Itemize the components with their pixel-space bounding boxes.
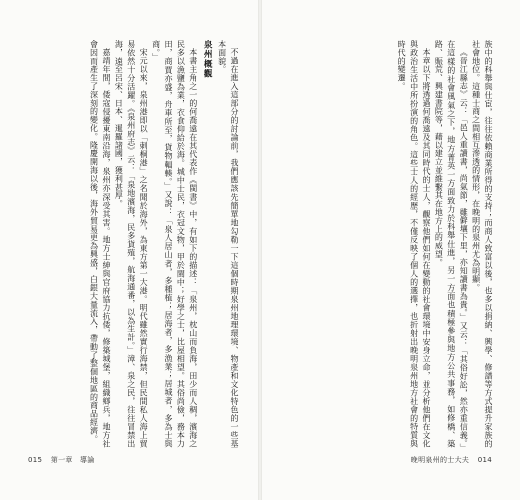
right-page bbox=[262, 0, 520, 500]
right-page-number: 014 bbox=[477, 456, 492, 464]
left-paragraph-2: 本書主角之一的何喬遠在其代表作《閩書》中，有如下的描述：「泉州，枕山而負海，田少而人稠，濱海之民多以漁鹽為業，衣食仰給於海。城中士民，衣冠文物，甲於閩中；好學之士，比屋相望。其俗尚儉，務本力田，商賈亦盛，舟車所至，貨物輻輳。」又說：「泉人居山者，多種植；居海者，多漁業；居城者，多為士與商。」 bbox=[151, 40, 198, 448]
left-folio bbox=[28, 455, 101, 465]
right-running-head: 晚明泉州的士大夫 bbox=[410, 456, 470, 464]
left-page-text bbox=[28, 40, 240, 448]
left-paragraph-3: 宋元以來，泉州港即以「刺桐港」之名聞於海外，為東方第一大港。明代雖然實行海禁，但民間私人海上貿易依然十分活躍。《泉州府志》云：「泉地濱海，民多貨殖，航海通番，以為生計。」漳、泉之民，往往冒禁出海，遠至呂宋、日本、暹羅諸國，獲利甚厚。 bbox=[114, 40, 149, 448]
right-folio bbox=[411, 455, 498, 465]
right-paragraph-1: 族中的科舉與仕宦，往往依賴商業所得的支持；而商人致富以後，也多以捐納、興學、修譜等方式提升家族的社會地位。這種士商之間相互滲透的情形，在晚明的泉州尤為明顯。 bbox=[471, 40, 493, 448]
left-paragraph-4: 嘉靖年間，倭寇侵擾東南沿海，泉州亦深受其害。地方士紳與官府協力抗倭，修築城堡，組織鄉兵，地方社會因而產生了深刻的變化。隆慶開海以後，海外貿易更為興盛，白銀大量流入，帶動了整個地區的商品經濟。 bbox=[89, 40, 111, 448]
section-heading: 泉州概觀 bbox=[202, 40, 213, 79]
left-page-number: 015 bbox=[28, 456, 43, 464]
left-paragraph-1: 不過在進入這部分的討論前，我們應該先簡單地勾勒一下這個時期泉州地理環境、物產和文化特色的一些基本面貌。 bbox=[217, 40, 239, 448]
right-page-text bbox=[282, 40, 494, 448]
right-paragraph-2: 《晉江縣志》云：「邑人重讀書，尚氣節，雖僻壤下里，亦知讀書為貴。」又云：「其俗好訟，然亦重信義。」在這樣的社會風氣之下，地方菁英一方面致力於科舉仕進，另一方面也積極參與地方公共事務，如修橋、築路、賑荒、興建書院等，藉以建立並維繫其在地方上的威望。 bbox=[434, 40, 469, 448]
right-paragraph-3: 本章以下將透過何喬遠及其同時代的士人，觀察他們如何在變動的社會環境中安身立命，並分析他們在文化與政治生活中所扮演的角色。這些士人的經歷，不僅反映了個人的選擇，也折射出晚明泉州地方社會的特質與時代的變遷。 bbox=[397, 40, 431, 448]
left-running-head: 第一章 導論 bbox=[50, 456, 95, 464]
left-page bbox=[0, 0, 258, 500]
